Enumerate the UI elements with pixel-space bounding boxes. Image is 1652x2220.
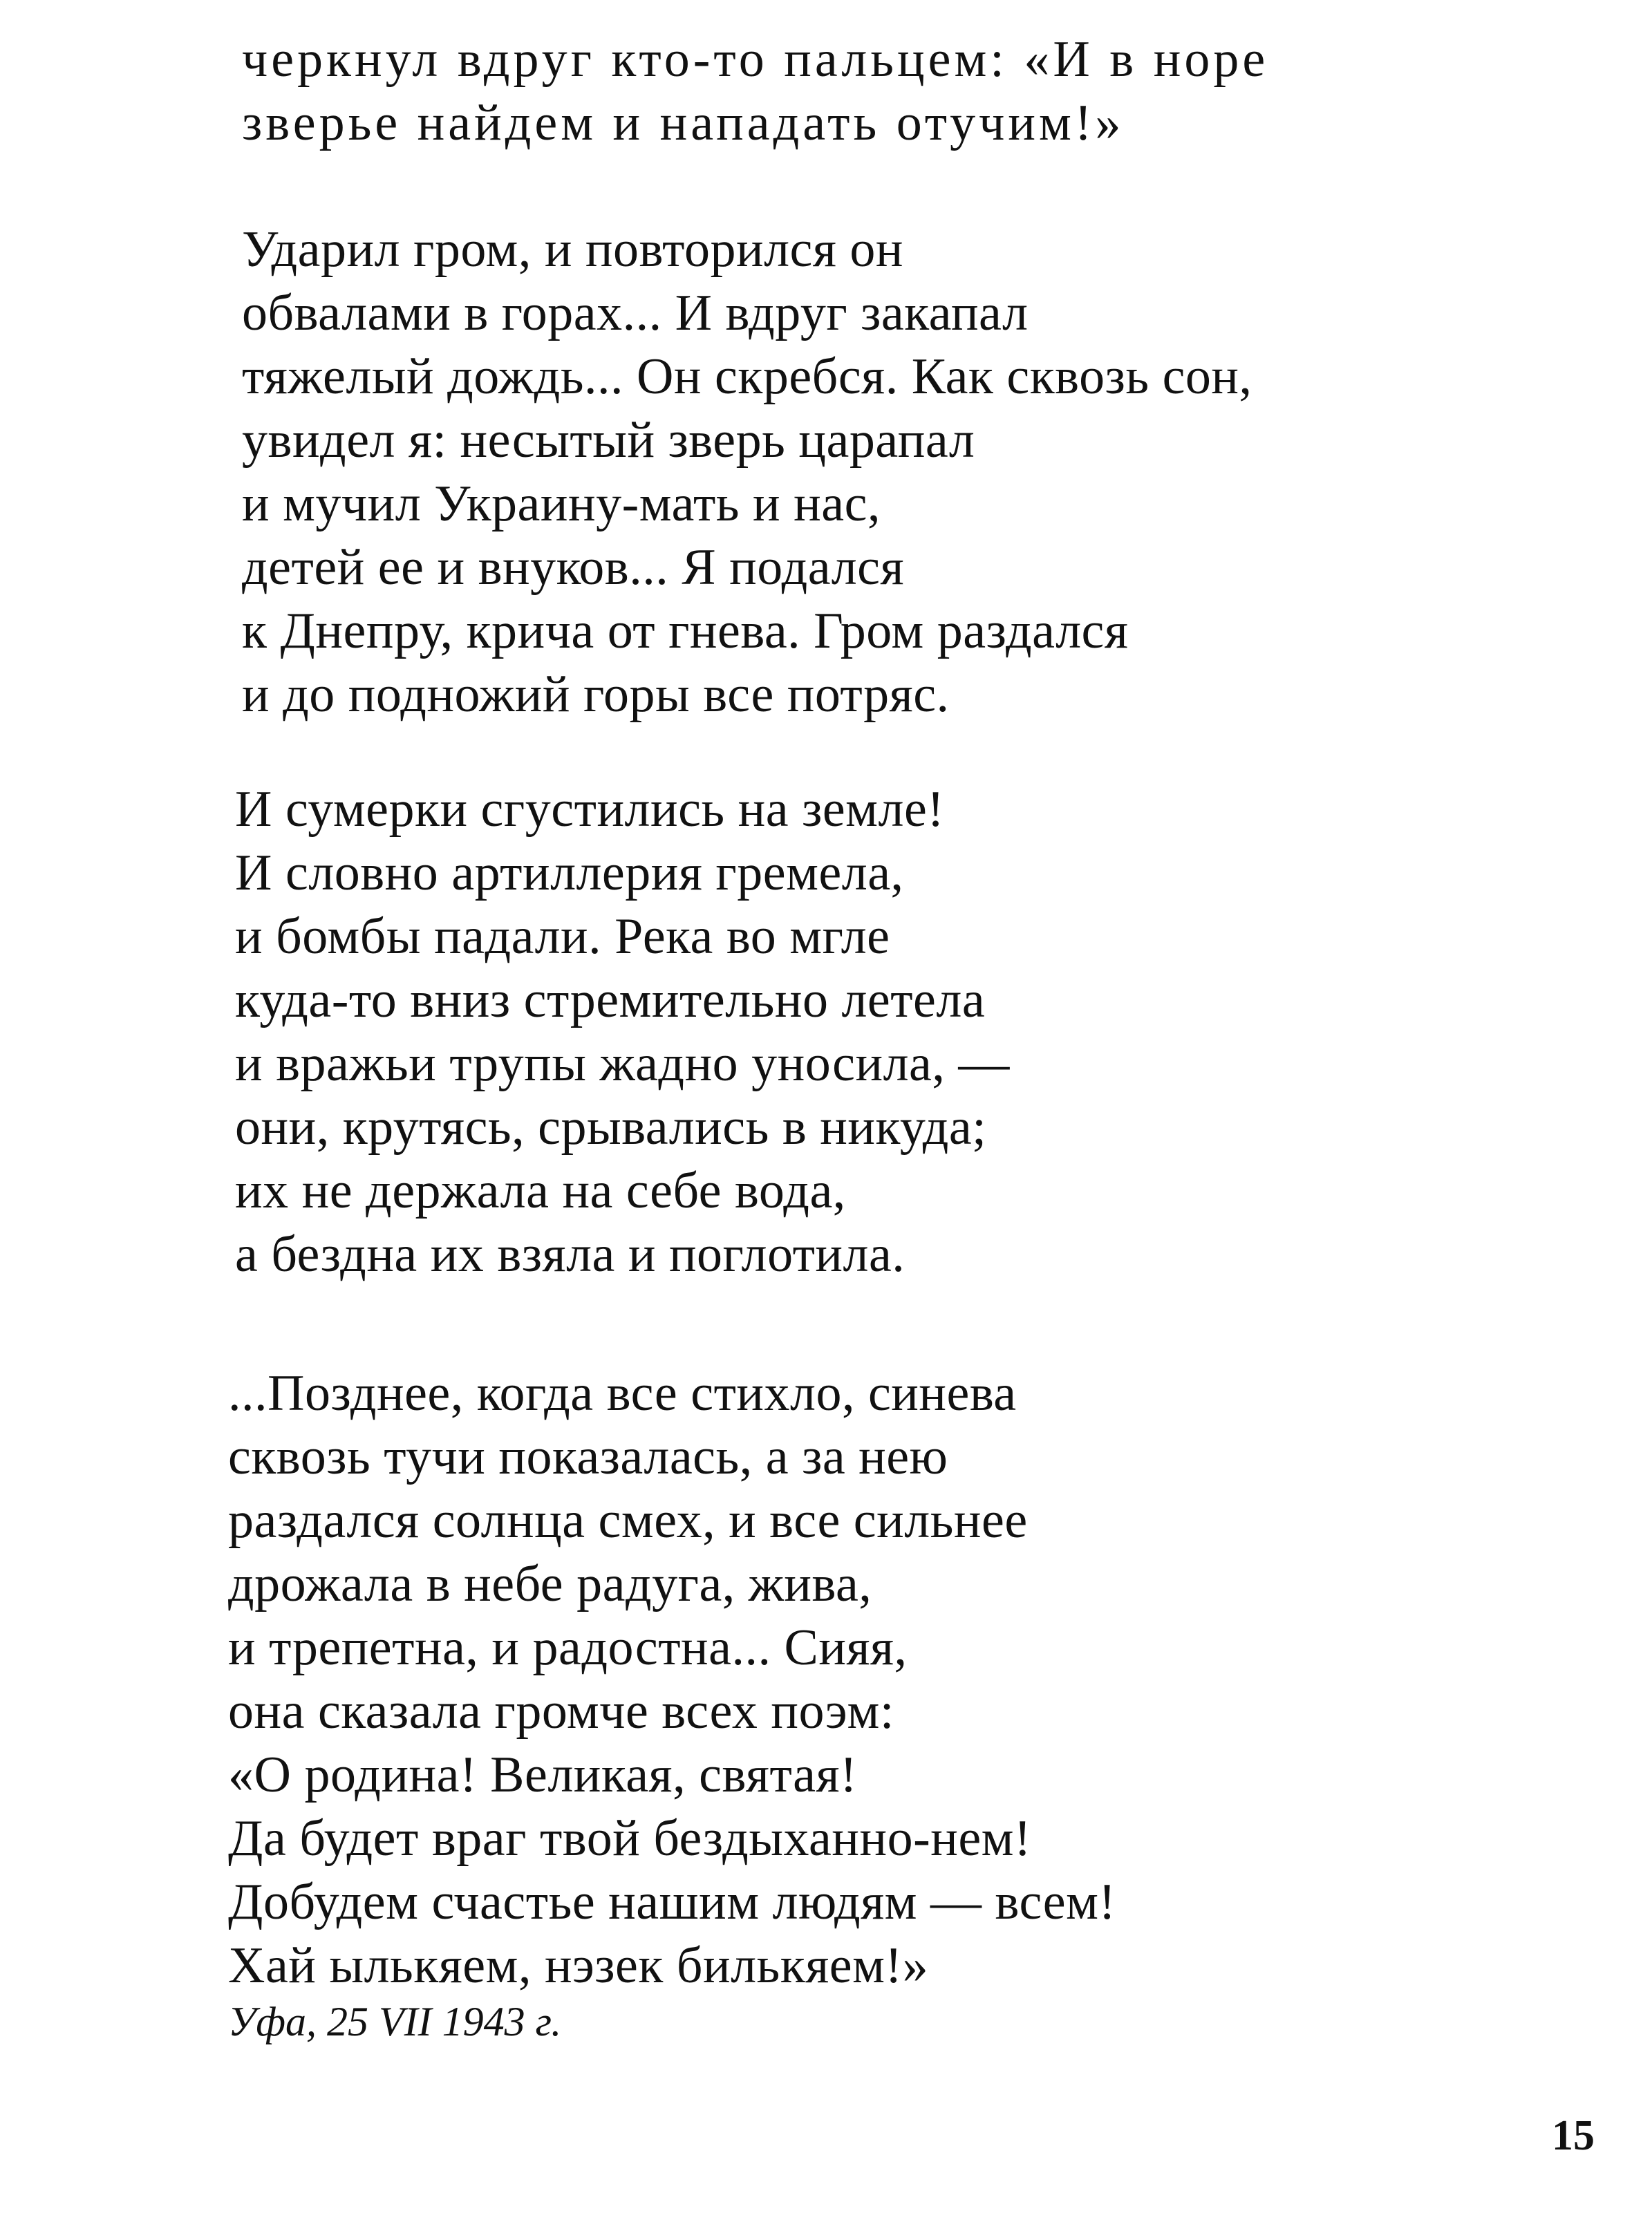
poem-line: к Днепру, крича от гнева. Гром раздался xyxy=(242,603,1129,659)
poem-stanza-4 xyxy=(228,1362,1116,1997)
poem-line: Добудем счастье нашим людям — всем! xyxy=(228,1874,1116,1930)
poem-line: тяжелый дождь... Он скребся. Как сквозь сон, xyxy=(242,348,1252,405)
poem-dateline: Уфа, 25 VII 1943 г. xyxy=(228,1999,562,2044)
poem-line: Да будет враг твой бездыханно-нем! xyxy=(228,1810,1032,1867)
poem-line: И сумерки сгустились на земле! xyxy=(235,781,945,838)
poem-stanza-1 xyxy=(242,28,1268,155)
poem-line: ...Позднее, когда все стихло, синева xyxy=(228,1365,1017,1422)
poem-line: Ударил гром, и повторился он xyxy=(242,221,903,278)
poem-line: черкнул вдруг кто-то пальцем: «И в норе xyxy=(242,31,1269,88)
poem-line: зверье найдем и нападать отучим!» xyxy=(242,95,1125,151)
poem-line: и трепетна, и радостна... Сияя, xyxy=(228,1619,908,1676)
poem-line: сквозь тучи показалась, а за нею xyxy=(228,1429,948,1485)
poem-line: Хай ылькяем, нэзек билькяем!» xyxy=(228,1937,929,1994)
poem-line: раздался солнца смех, и все сильнее xyxy=(228,1492,1028,1549)
poem-line: а бездна их взяла и поглотила. xyxy=(235,1226,905,1283)
poem-line: и вражьи трупы жадно уносила, — xyxy=(235,1035,1010,1092)
poem-line: обвалами в горах... И вдруг закапал xyxy=(242,285,1029,341)
poem-line: дрожала в небе радуга, жива, xyxy=(228,1556,872,1612)
page-number: 15 xyxy=(1552,2112,1595,2159)
poem-line: и мучил Украину-мать и нас, xyxy=(242,476,881,532)
poem-line: и бомбы падали. Река во мгле xyxy=(235,908,890,965)
poem-line: увидел я: несытый зверь царапал xyxy=(242,412,975,469)
poem-line: и до подножий горы все потряс. xyxy=(242,666,950,723)
poem-line: их не держала на себе вода, xyxy=(235,1163,846,1219)
poem-line: детей ее и внуков... Я подался xyxy=(242,539,905,596)
poem-line: И словно артиллерия гремела, xyxy=(235,845,904,901)
poem-line: они, крутясь, срывались в никуда; xyxy=(235,1099,987,1156)
poem-line: куда-то вниз стремительно летела xyxy=(235,972,986,1028)
poem-stanza-3 xyxy=(235,778,1010,1286)
poem-stanza-2 xyxy=(242,218,1252,726)
poem-line: она сказала громче всех поэм: xyxy=(228,1683,894,1740)
poem-line: «О родина! Великая, святая! xyxy=(228,1747,858,1803)
